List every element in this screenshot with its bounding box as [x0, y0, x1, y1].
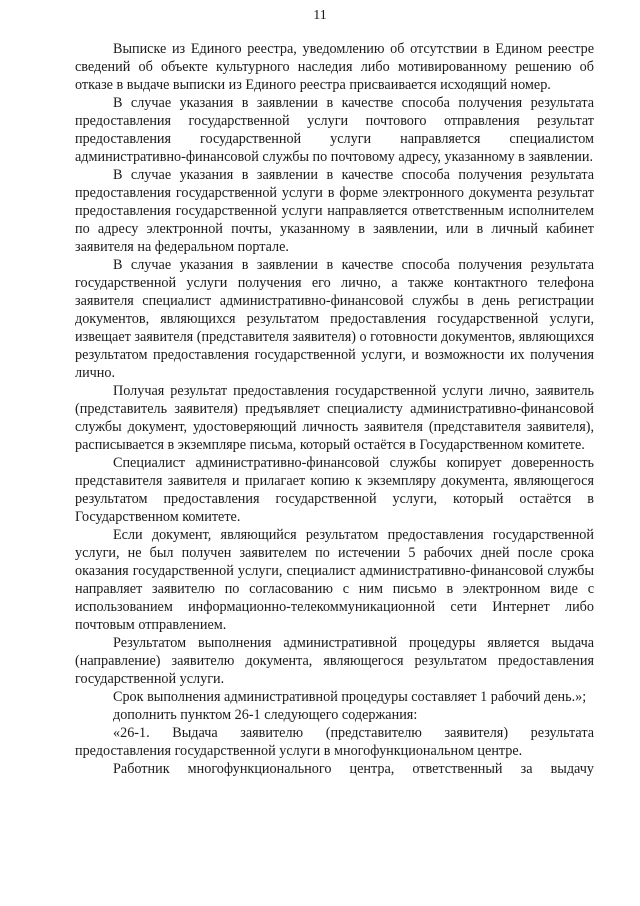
paragraph: Получая результат предоставления государственной услуги лично, заявитель (представитель заявителя) предъявляет специалисту административно-финансовой службы документ, удостоверяющий личность заявителя (представителя заявителя), расписывается в экземпляре письма, который остаётся в Государственном комитете. — [75, 383, 594, 453]
paragraph: «26-1. Выдача заявителю (представителю заявителя) результата предоставления государственной услуги в многофункциональном центре. — [75, 725, 594, 759]
paragraph: Работник многофункционального центра, ответственный за выдачу — [113, 761, 594, 777]
paragraph: В случае указания в заявлении в качестве способа получения результата предоставления государственной услуги в форме электронного документа результат предоставления государственной услуги направляется ответственным исполнителем по адресу электронной почты, указанному в заявлении, или в личный кабинет заявителя на федеральном портале. — [75, 167, 594, 255]
document-body — [75, 40, 594, 778]
paragraph: Результатом выполнения административной процедуры является выдача (направление) заявителю документа, являющегося результатом предоставления государственной услуги. — [75, 635, 594, 687]
paragraph: Выписке из Единого реестра, уведомлению об отсутствии в Едином реестре сведений об объекте культурного наследия либо мотивированному решению об отказе в выдаче выписки из Единого реестра присваивается исходящий номер. — [75, 41, 594, 93]
paragraph: Если документ, являющийся результатом предоставления государственной услуги, не был получен заявителем по истечении 5 рабочих дней после срока оказания государственной услуги, специалист административно-финансовой службы направляет заявителю по согласованию с ним письмо в электронном виде с использованием информационно-телекоммуникационной сети Интернет либо почтовым отправлением. — [75, 527, 594, 633]
paragraph: Срок выполнения административной процедуры составляет 1 рабочий день.»; — [113, 689, 587, 705]
paragraph: Специалист административно-финансовой службы копирует доверенность представителя заявителя и прилагает копию к экземпляру документа, являющегося результатом предоставления государственной услуги, который остаётся в Государственном комитете. — [75, 455, 594, 525]
paragraph: дополнить пунктом 26-1 следующего содержания: — [113, 707, 418, 723]
paragraph: В случае указания в заявлении в качестве способа получения результата государственной услуги получения его лично, а также контактного телефона заявителя специалист административно-финансовой службы в день регистрации документов, являющихся результатом предоставления государственной услуги, извещает заявителя (представителя заявителя) о готовности документов, являющихся результатом предоставления государственной услуги, и возможности их получения лично. — [75, 257, 594, 381]
paragraph: В случае указания в заявлении в качестве способа получения результата предоставления государственной услуги почтового отправления результат предоставления государственной услуги направляется специалистом административно-финансовой службы по почтовому адресу, указанному в заявлении. — [75, 95, 594, 165]
page-number: 11 — [313, 8, 327, 23]
